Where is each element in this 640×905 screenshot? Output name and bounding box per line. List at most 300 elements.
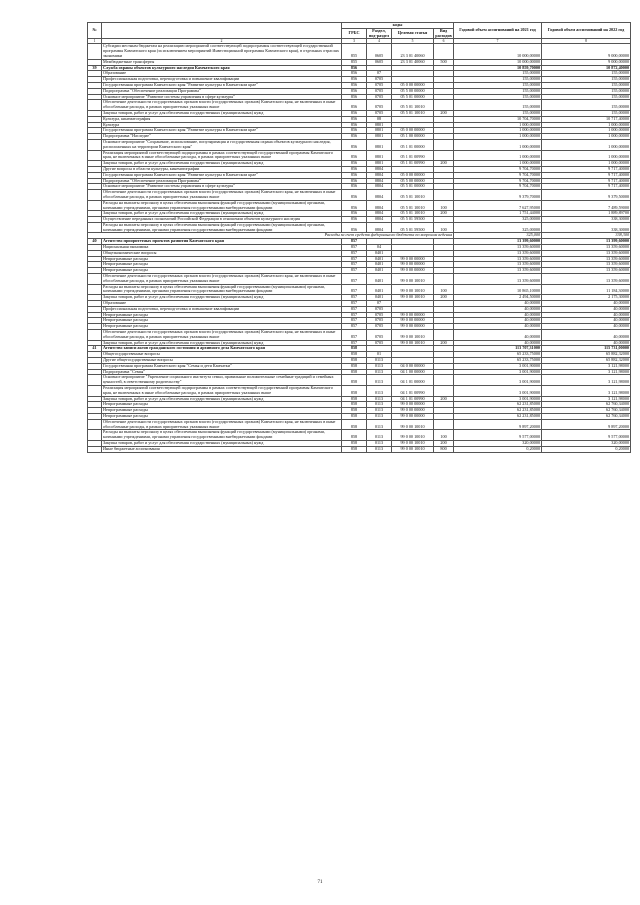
cell-amount-2021: 3 001,90000 (454, 386, 542, 397)
cell-name: Агентство записи актов гражданского состояния и архивного дела Камчатского края (102, 346, 342, 352)
cell-grbs: 858 (342, 352, 367, 358)
header-2022: Годовой объем ассигнований на 2022 год (542, 23, 631, 39)
cell-grbs: 858 (342, 346, 367, 352)
cell-target: 05 0 00 00000 (392, 82, 434, 88)
cell-name: Межбюджетные трансферты (102, 59, 342, 65)
cell-amount-2022: 3 121,98000 (542, 396, 631, 402)
cell-amount-2022: 9 000,00000 (542, 44, 631, 59)
cell-amount-2021: 10 704,70000 (454, 116, 542, 122)
header-grbs: ГРБС (342, 28, 367, 39)
cell-amount-2022: 155,00000 (542, 71, 631, 77)
cell-grbs: 856 (342, 110, 367, 116)
cell-kind (434, 100, 454, 111)
cell-grbs: 857 (342, 256, 367, 262)
cell-name: Реализация мероприятий соответствующей подпрограммы в рамках соответствующей государственной программы Камчатского края, не включенных в иные обособленные расходы, в рамках приоритетных указанных выше (102, 386, 342, 397)
table-row (88, 190, 631, 201)
cell-grbs: 856 (342, 200, 367, 211)
cell-target: 05 5 01 59500 (392, 217, 434, 223)
cell-section: 0804 (367, 184, 392, 190)
cell-name: Закупка товаров, работ и услуг для обеспечения государственных (муниципальных) нужд (102, 396, 342, 402)
cell-amount-2022: 9 717,40000 (542, 172, 631, 178)
cell-kind (434, 274, 454, 285)
cell-amount-2022: 1 000,00000 (542, 122, 631, 128)
cell-target: 05 5 01 10010 (392, 110, 434, 116)
cell-name: Подпрограмма "Обеспечение реализации Программы" (102, 88, 342, 94)
cell-amount-2021: 155,00000 (454, 88, 542, 94)
cell-kind: 200 (434, 396, 454, 402)
cell-kind (434, 190, 454, 201)
cell-name: Непрограммные расходы (102, 312, 342, 318)
cell-name: Непрограммные расходы (102, 324, 342, 330)
cell-section: 0801 (367, 128, 392, 134)
header-target: Целевая статья (392, 28, 434, 39)
cell-amount-2021: 1 000,00000 (454, 150, 542, 161)
cell-number: 40 (88, 239, 102, 245)
header-codes: коды (342, 23, 454, 29)
cell-target: 99 0 00 00000 (392, 268, 434, 274)
cell-grbs: 858 (342, 430, 367, 441)
cell-grbs: 858 (342, 363, 367, 369)
cell-amount-2021: 13 359,60000 (454, 245, 542, 251)
cell-grbs: 856 (342, 161, 367, 167)
header-no: № (88, 23, 102, 39)
cell-grbs: 857 (342, 274, 367, 285)
cell-name: Основное мероприятие "Сохранение, использование, популяризация и государственная охрана объектов культурного наследия, расположенных на территории Камчатского края" (102, 139, 342, 150)
cell-grbs: 856 (342, 94, 367, 100)
cell-amount-2022: 40,00000 (542, 318, 631, 324)
cell-number (88, 200, 102, 211)
table-row (88, 446, 631, 452)
cell-amount-2022: 10 872,40000 (542, 65, 631, 71)
cell-amount-2021: 155,00000 (454, 94, 542, 100)
table-row (88, 274, 631, 285)
cell-amount-2022: 9 717,40000 (542, 184, 631, 190)
cell-name: Осуществление переданных полномочий Российской Федерации в отношении объектов культурного наследия (102, 217, 342, 223)
cell-amount-2022: 1 000,00000 (542, 134, 631, 140)
cell-name: Основное мероприятие "Развитие системы управления в сфере культуры" (102, 184, 342, 190)
cell-target: 99 0 00 10010 (392, 340, 434, 346)
cell-name: Обеспечение деятельности государственных органов власти (государственных органов) Камчатского края, не включенных в иные обособленные расходы, в рамках приоритетных указанных выше (102, 330, 342, 341)
cell-amount-2022: 65 882,32000 (542, 352, 631, 358)
cell-kind: 200 (434, 340, 454, 346)
cell-number (88, 386, 102, 397)
cell-name: Служба охраны объектов культурного наследия Камчатского края (102, 65, 342, 71)
cell-section: 0113 (367, 358, 392, 364)
cell-name: Обеспечение деятельности государственных органов власти (государственных органов) Камчатского края, не включенных в иные обособленные расходы, в рамках приоритетных указанных выше (102, 190, 342, 201)
cell-name: Реализация мероприятий соответствующей подпрограммы в рамках соответствующей государственной программы Камчатского края, не включенных в иные обособленные расходы, в рамках приоритетных указанных выше (102, 150, 342, 161)
cell-amount-2022: 65 882,32000 (542, 358, 631, 364)
cell-grbs: 857 (342, 312, 367, 318)
cell-grbs: 856 (342, 222, 367, 233)
cell-amount-2021: 40,00000 (454, 330, 542, 341)
cell-section: 0113 (367, 396, 392, 402)
cell-target: 04 1 00 00000 (392, 369, 434, 375)
cell-amount-2021: 40,00000 (454, 312, 542, 318)
cell-grbs: 856 (342, 77, 367, 83)
cell-grbs: 857 (342, 250, 367, 256)
cell-grbs: 857 (342, 324, 367, 330)
cell-grbs: 858 (342, 408, 367, 414)
budget-document (87, 22, 630, 453)
row-note: Расходы за счет средств федерального бюджета по вопросам ведения (88, 233, 454, 239)
cell-name: Подпрограмма "Обеспечение реализации Программы" (102, 178, 342, 184)
cell-name: Непрограммные расходы (102, 402, 342, 408)
cell-amount-2021: 65 233,75000 (454, 352, 542, 358)
table-row (88, 419, 631, 430)
cell-target: 99 0 00 00000 (392, 262, 434, 268)
cell-section: 0705 (367, 82, 392, 88)
cell-kind (434, 375, 454, 386)
cell-amount-2021: 9 379,70000 (454, 190, 542, 201)
cell-amount-2022: 13 359,60000 (542, 256, 631, 262)
cell-amount-2021: 1 000,00000 (454, 139, 542, 150)
cell-name: Образование (102, 301, 342, 307)
cell-kind: 200 (434, 211, 454, 217)
cell-amount-2022: 338,30000 (542, 217, 631, 223)
cell-amount-2021: 10 865,10000 (454, 284, 542, 295)
cell-grbs: 858 (342, 396, 367, 402)
cell-name: Государственная программа Камчатского края "Семья и дети Камчатки" (102, 363, 342, 369)
cell-kind (434, 139, 454, 150)
cell-grbs: 857 (342, 318, 367, 324)
cell-target: 05 5 01 00000 (392, 94, 434, 100)
cell-section: 0705 (367, 88, 392, 94)
cell-amount-2021: 40,00000 (454, 318, 542, 324)
cell-target: 99 0 00 10010 (392, 430, 434, 441)
cell-number: 39 (88, 65, 102, 71)
index-cell: 8 (542, 39, 631, 44)
cell-amount-2022: 62 760,34000 (542, 402, 631, 408)
cell-amount-2021: 40,00000 (454, 301, 542, 307)
cell-amount-2022: 9 379,50000 (542, 190, 631, 201)
cell-amount-2022: 11 184,30000 (542, 284, 631, 295)
cell-section: 0113 (367, 446, 392, 452)
table-row (88, 330, 631, 341)
header-kind: Вид расходов (435, 28, 452, 38)
cell-amount-2021: 3 001,90000 (454, 369, 542, 375)
cell-target: 05 5 01 10010 (392, 190, 434, 201)
table-row (88, 139, 631, 150)
cell-grbs: 856 (342, 217, 367, 223)
cell-section: 0705 (367, 94, 392, 100)
cell-section: 0113 (367, 419, 392, 430)
cell-target: 99 0 00 10010 (392, 284, 434, 295)
cell-kind: 200 (434, 440, 454, 446)
cell-section: 0705 (367, 318, 392, 324)
cell-section: 0705 (367, 312, 392, 318)
cell-amount-2021: 40,00000 (454, 324, 542, 330)
cell-name: Иные бюджетные ассигнования (102, 446, 342, 452)
cell-grbs: 858 (342, 386, 367, 397)
cell-number (88, 274, 102, 285)
cell-section: 0113 (367, 413, 392, 419)
cell-name: Обеспечение деятельности государственных органов власти (государственных органов) Камчатского края, не включенных в иные обособленные расходы, в рамках приоритетных указанных выше (102, 419, 342, 430)
cell-section: 0705 (367, 110, 392, 116)
cell-name: Закупка товаров, работ и услуг для обеспечения государственных (муниципальных) нужд (102, 211, 342, 217)
cell-grbs: 856 (342, 82, 367, 88)
cell-section: 0113 (367, 408, 392, 414)
table-row (88, 375, 631, 386)
cell-amount-2022: 9 577,00000 (542, 430, 631, 441)
cell-section: 0804 (367, 172, 392, 178)
cell-section: 0401 (367, 256, 392, 262)
cell-number (88, 446, 102, 452)
cell-kind: 200 (434, 161, 454, 167)
table-row (88, 44, 631, 59)
cell-number: 41 (88, 346, 102, 352)
cell-amount-2022: 40,00000 (542, 340, 631, 346)
cell-section: 0705 (367, 77, 392, 83)
cell-amount-2022: 13 359,60000 (542, 268, 631, 274)
cell-amount-2021: 325,000 (454, 233, 542, 239)
cell-name: Профессиональная подготовка, переподготовка и повышение квалификации (102, 306, 342, 312)
cell-section: 0705 (367, 306, 392, 312)
cell-name: Непрограммные расходы (102, 262, 342, 268)
cell-grbs: 856 (342, 211, 367, 217)
cell-grbs: 857 (342, 301, 367, 307)
cell-amount-2022: 13 399,60000 (542, 239, 631, 245)
cell-amount-2022: 13 359,60000 (542, 262, 631, 268)
cell-amount-2022: 155,00000 (542, 100, 631, 111)
cell-amount-2021: 9 704,70000 (454, 172, 542, 178)
cell-name: Закупка товаров, работ и услуг для обеспечения государственных (муниципальных) нужд (102, 340, 342, 346)
cell-section: 0804 (367, 211, 392, 217)
cell-amount-2021: 13 359,60000 (454, 262, 542, 268)
cell-amount-2021: 10 000,00000 (454, 59, 542, 65)
cell-name: Общеэкономические вопросы (102, 250, 342, 256)
cell-name: Обеспечение деятельности государственных органов власти (государственных органов) Камчатского края, не включенных в иные обособленные расходы, в рамках приоритетных указанных выше (102, 274, 342, 285)
cell-section: 07 (367, 71, 392, 77)
cell-grbs: 856 (342, 150, 367, 161)
cell-name: Государственная программа Камчатского края "Развитие культуры в Камчатском крае" (102, 82, 342, 88)
cell-grbs: 858 (342, 402, 367, 408)
cell-amount-2021: 155,00000 (454, 110, 542, 116)
cell-name: Непрограммные расходы (102, 413, 342, 419)
cell-name: Подпрограмма "Наследие" (102, 134, 342, 140)
cell-amount-2022: 13 359,60000 (542, 245, 631, 251)
cell-name: Подпрограмма "Семья" (102, 369, 342, 375)
cell-amount-2021: 62 231,85000 (454, 408, 542, 414)
cell-name: Расходы на выплаты персоналу в целях обеспечения выполнения функций государственными (муниципальными) органами, казенными учреждениями, органами управления государственными внебюджетными фондами (102, 430, 342, 441)
cell-amount-2021: 10 000,00000 (454, 44, 542, 59)
cell-amount-2021: 1 000,00000 (454, 122, 542, 128)
cell-grbs: 858 (342, 446, 367, 452)
cell-target: 05 1 01 00000 (392, 139, 434, 150)
cell-name: Другие вопросы в области культуры, кинематографии (102, 166, 342, 172)
cell-amount-2021: 3 001,90000 (454, 396, 542, 402)
cell-amount-2021: 7 627,95000 (454, 200, 542, 211)
cell-target: 04 0 00 00000 (392, 363, 434, 369)
cell-grbs: 856 (342, 178, 367, 184)
cell-grbs: 857 (342, 284, 367, 295)
cell-name: Непрограммные расходы (102, 268, 342, 274)
index-cell: 1 (88, 39, 102, 44)
cell-section: 0804 (367, 200, 392, 211)
cell-name: Обеспечение деятельности государственных органов власти (государственных органов) Камчатского края, не включенных в иные обособленные расходы, в рамках приоритетных указанных выше (102, 100, 342, 111)
cell-target: 99 0 00 00000 (392, 408, 434, 414)
cell-amount-2021: 3 001,90000 (454, 375, 542, 386)
cell-grbs: 857 (342, 268, 367, 274)
cell-name: Непрограммные расходы (102, 318, 342, 324)
cell-amount-2022: 1 000,00000 (542, 161, 631, 167)
cell-section: 0804 (367, 217, 392, 223)
cell-name: Другие общегосударственные вопросы (102, 358, 342, 364)
cell-amount-2021: 320,00000 (454, 440, 542, 446)
cell-kind: 200 (434, 110, 454, 116)
cell-grbs: 857 (342, 239, 367, 245)
cell-amount-2021: 3 001,90000 (454, 363, 542, 369)
cell-section: 0705 (367, 324, 392, 330)
cell-name: Государственная программа Камчатского края "Развитие культуры в Камчатском крае" (102, 128, 342, 134)
cell-amount-2022: 3 121,98000 (542, 363, 631, 369)
cell-grbs: 858 (342, 358, 367, 364)
table-row (88, 386, 631, 397)
cell-target: 99 0 00 00000 (392, 256, 434, 262)
cell-target: 04 1 01 00990 (392, 386, 434, 397)
cell-amount-2022: 0,20000 (542, 446, 631, 452)
cell-target: 05 0 00 00000 (392, 172, 434, 178)
cell-amount-2022: 320,00000 (542, 440, 631, 446)
cell-target: 04 1 01 00990 (392, 396, 434, 402)
cell-grbs: 856 (342, 65, 367, 71)
cell-name: Агентство приоритетных проектов развития Камчатского края (102, 239, 342, 245)
cell-grbs: 856 (342, 134, 367, 140)
cell-name: Культура (102, 122, 342, 128)
cell-target: 05 5 00 00000 (392, 178, 434, 184)
cell-amount-2021: 155,00000 (454, 100, 542, 111)
cell-number (88, 375, 102, 386)
cell-name: Закупка товаров, работ и услуг для обеспечения государственных (муниципальных) нужд (102, 161, 342, 167)
cell-amount-2022: 3 121,98000 (542, 375, 631, 386)
cell-amount-2022: 40,00000 (542, 301, 631, 307)
cell-grbs: 858 (342, 440, 367, 446)
table-row (88, 100, 631, 111)
cell-section: 0801 (367, 161, 392, 167)
cell-target: 99 0 00 00000 (392, 324, 434, 330)
cell-section: 0401 (367, 274, 392, 285)
cell-target: 99 0 00 10010 (392, 295, 434, 301)
cell-amount-2022: 40,00000 (542, 330, 631, 341)
cell-section: 0804 (367, 222, 392, 233)
cell-section: 0804 (367, 178, 392, 184)
cell-name: Государственная программа Камчатского края "Развитие культуры в Камчатском крае" (102, 172, 342, 178)
cell-amount-2021: 9 704,70000 (454, 166, 542, 172)
cell-section: 0705 (367, 340, 392, 346)
cell-grbs: 856 (342, 100, 367, 111)
cell-amount-2021: 13 359,60000 (454, 250, 542, 256)
cell-amount-2022: 3 121,98000 (542, 369, 631, 375)
cell-amount-2022: 9 000,00000 (542, 59, 631, 65)
cell-kind: 500 (434, 59, 454, 65)
cell-name: Непрограммные расходы (102, 408, 342, 414)
cell-kind (434, 44, 454, 59)
cell-amount-2021: 325,00000 (454, 217, 542, 223)
cell-amount-2022: 62 760,34000 (542, 413, 631, 419)
cell-number (88, 430, 102, 441)
cell-section: 0801 (367, 122, 392, 128)
cell-amount-2021: 65 233,75000 (454, 358, 542, 364)
cell-section: 0113 (367, 386, 392, 397)
cell-target: 05 0 00 00000 (392, 128, 434, 134)
header-name (102, 23, 342, 39)
cell-grbs: 857 (342, 306, 367, 312)
cell-name: Основное мероприятие "Укрепление социального института семьи, правильные положительные семейные традиций и семейных ценностей, в ответственному родительству" (102, 375, 342, 386)
cell-amount-2021: 9 577,00000 (454, 430, 542, 441)
cell-amount-2022: 1 000,00000 (542, 139, 631, 150)
cell-amount-2021: 155,00000 (454, 77, 542, 83)
cell-grbs: 856 (342, 139, 367, 150)
cell-number (88, 330, 102, 341)
cell-name: Расходы на выплаты персоналу в целях обеспечения выполнения функций государственными (муниципальными) органами, казенными учреждениями, органами управления государственными внебюджетными фондами (102, 200, 342, 211)
cell-name: Культура, кинематография (102, 116, 342, 122)
cell-amount-2022: 10 717,40000 (542, 116, 631, 122)
cell-target: 05 5 01 10010 (392, 100, 434, 111)
cell-amount-2022: 155,00000 (542, 94, 631, 100)
cell-amount-2021: 155,00000 (454, 82, 542, 88)
cell-section: 0605 (367, 59, 392, 65)
cell-amount-2022: 1 889,89700 (542, 211, 631, 217)
cell-amount-2022: 338,30000 (542, 222, 631, 233)
cell-amount-2021: 62 231,85000 (454, 413, 542, 419)
cell-kind (434, 330, 454, 341)
cell-kind (434, 150, 454, 161)
cell-kind: 200 (434, 295, 454, 301)
cell-amount-2022: 338,300 (542, 233, 631, 239)
index-cell: 6 (434, 39, 454, 44)
cell-amount-2022: 62 760,34000 (542, 408, 631, 414)
cell-kind: 100 (434, 200, 454, 211)
cell-grbs: 858 (342, 369, 367, 375)
page-number: 71 (317, 880, 323, 885)
cell-target: 99 0 00 10010 (392, 330, 434, 341)
cell-section: 0605 (367, 44, 392, 59)
cell-target: 99 0 00 00000 (392, 413, 434, 419)
cell-amount-2022: 7 489,59000 (542, 200, 631, 211)
table-row (88, 222, 631, 233)
cell-amount-2021: 9 704,70000 (454, 184, 542, 190)
cell-amount-2021: 0,20000 (454, 446, 542, 452)
cell-grbs: 855 (342, 59, 367, 65)
cell-amount-2022: 13 359,60000 (542, 274, 631, 285)
cell-section: 0801 (367, 134, 392, 140)
cell-grbs: 856 (342, 116, 367, 122)
cell-section: 0113 (367, 369, 392, 375)
cell-target: 23 3 01 40060 (392, 44, 434, 59)
cell-grbs: 856 (342, 166, 367, 172)
cell-amount-2021: 13 359,60000 (454, 268, 542, 274)
cell-name: Закупка товаров, работ и услуг для обеспечения государственных (муниципальных) нужд (102, 295, 342, 301)
cell-grbs: 856 (342, 172, 367, 178)
cell-section: 04 (367, 245, 392, 251)
cell-section: 0401 (367, 284, 392, 295)
cell-number (88, 419, 102, 430)
cell-name: Закупка товаров, работ и услуг для обеспечения государственных (муниципальных) нужд (102, 110, 342, 116)
index-cell: 5 (392, 39, 434, 44)
table-row (88, 430, 631, 441)
cell-grbs: 856 (342, 184, 367, 190)
cell-target: 99 0 00 10010 (392, 419, 434, 430)
table-row (88, 150, 631, 161)
cell-number (88, 284, 102, 295)
cell-section: 0801 (367, 139, 392, 150)
cell-target: 05 5 01 10010 (392, 200, 434, 211)
index-cell: 3 (342, 39, 367, 44)
cell-amount-2022: 115 731,00000 (542, 346, 631, 352)
cell-grbs: 857 (342, 295, 367, 301)
cell-target: 23 3 01 40060 (392, 59, 434, 65)
cell-target: 05 5 00 00000 (392, 88, 434, 94)
cell-amount-2022: 40,00000 (542, 306, 631, 312)
